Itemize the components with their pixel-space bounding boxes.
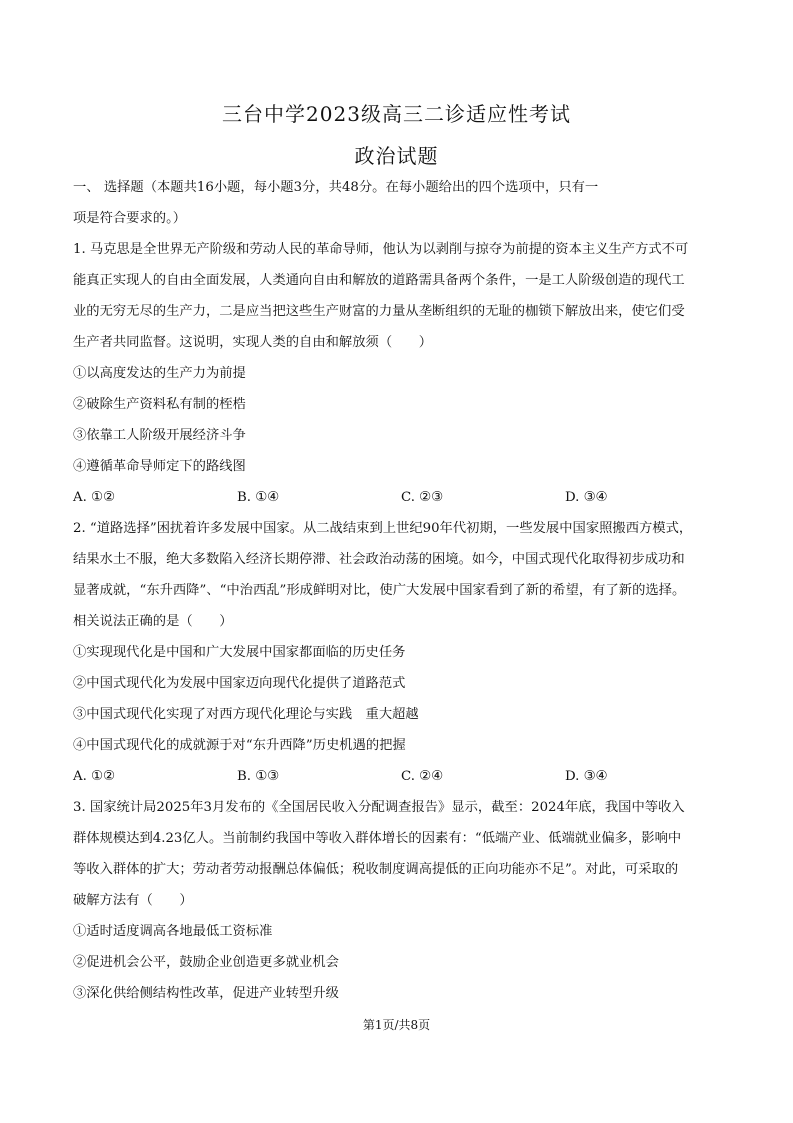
question-stem-line: 结果水土不服，绝大多数陷入经济长期停滞、社会政治动荡的困境。如今，中国式现代化取得初步成功和	[73, 552, 685, 567]
exam-content	[73, 172, 729, 1009]
section-line: 项是符合要求的。）	[73, 211, 187, 226]
question-stem-line: 等收入群体的扩大；劳动者劳动报酬总体偏低；税收制度调高提低的正向功能亦不足”。对此，可采取的	[73, 862, 679, 877]
question-item: ④遵循革命导师定下的路线图	[73, 459, 246, 474]
question-item: ③依靠工人阶级开展经济斗争	[73, 428, 246, 443]
page-number: 第1页/共8页	[362, 1018, 431, 1032]
question-item: ②中国式现代化为发展中国家迈向现代化提供了道路范式	[73, 676, 406, 691]
option-a: A. ①②	[73, 769, 115, 784]
question-item: ①适时适度调高各地最低工资标准	[73, 924, 273, 939]
option-c: C. ②④	[401, 769, 443, 784]
option-a: A. ①②	[73, 490, 115, 505]
option-c: C. ②③	[401, 490, 443, 505]
option-b: B. ①③	[237, 769, 280, 784]
option-d: D. ③④	[565, 769, 608, 784]
question-item: ②促进机会公平，鼓励企业创造更多就业机会	[73, 955, 339, 970]
question-2	[73, 513, 729, 792]
question-item: ③中国式现代化实现了对西方现代化理论与实践 重大超越	[73, 707, 419, 722]
question-stem-line: 相关说法正确的是（ ）	[73, 614, 233, 629]
question-stem-line: 群体规模达到4.23亿人。当前制约我国中等收入群体增长的因素有：“低端产业、低端就业偏多，影响中	[73, 831, 682, 846]
question-1	[73, 234, 729, 513]
section-instructions	[73, 172, 729, 234]
exam-title: 三台中学2023级高三二诊适应性考试	[222, 102, 571, 126]
question-item: ②破除生产资料私有制的桎梏	[73, 397, 246, 412]
option-d: D. ③④	[565, 490, 608, 505]
question-item: ④中国式现代化的成就源于对“东升西降”历史机遇的把握	[73, 738, 406, 753]
question-item: ③深化供给侧结构性改革，促进产业转型升级	[73, 986, 339, 1001]
question-stem-line: 3. 国家统计局2025年3月发布的《全国居民收入分配调查报告》显示，截至：2024年底，我国中等收入	[73, 800, 685, 815]
answer-options	[73, 482, 729, 513]
exam-subtitle: 政治试题	[354, 144, 439, 168]
question-stem-line: 能真正实现人的自由全面发展，人类通向自由和解放的道路需具备两个条件，一是工人阶级创造的现代工	[73, 273, 685, 288]
answer-options	[73, 761, 729, 792]
section-line: 一、 选择题（本题共16小题，每小题3分，共48分。在每小题给出的四个选项中，只有一	[73, 180, 599, 195]
question-stem-line: 1. 马克思是全世界无产阶级和劳动人民的革命导师，他认为以剥削与掠夺为前提的资本主义生产方式不可	[73, 242, 689, 257]
question-item: ①以高度发达的生产力为前提	[73, 366, 246, 381]
question-3	[73, 792, 729, 1009]
option-b: B. ①④	[237, 490, 280, 505]
question-stem-line: 破解方法有（ ）	[73, 893, 193, 908]
question-stem-line: 生产者共同监督。这说明，实现人类的自由和解放须（ ）	[73, 335, 433, 350]
question-stem-line: 显著成就，“东升西降”、“中治西乱”形成鲜明对比，使广大发展中国家看到了新的希望，有了新的选择。	[73, 583, 686, 598]
question-stem-line: 2. “道路选择”困扰着许多发展中国家。从二战结束到上世纪90年代初期，一些发展中国家照搬西方模式，	[73, 521, 693, 536]
question-stem-line: 业的无穷无尽的生产力，二是应当把这些生产财富的力量从垄断组织的无耻的枷锁下解放出来，使它们受	[73, 304, 685, 319]
question-item: ①实现现代化是中国和广大发展中国家都面临的历史任务	[73, 645, 406, 660]
